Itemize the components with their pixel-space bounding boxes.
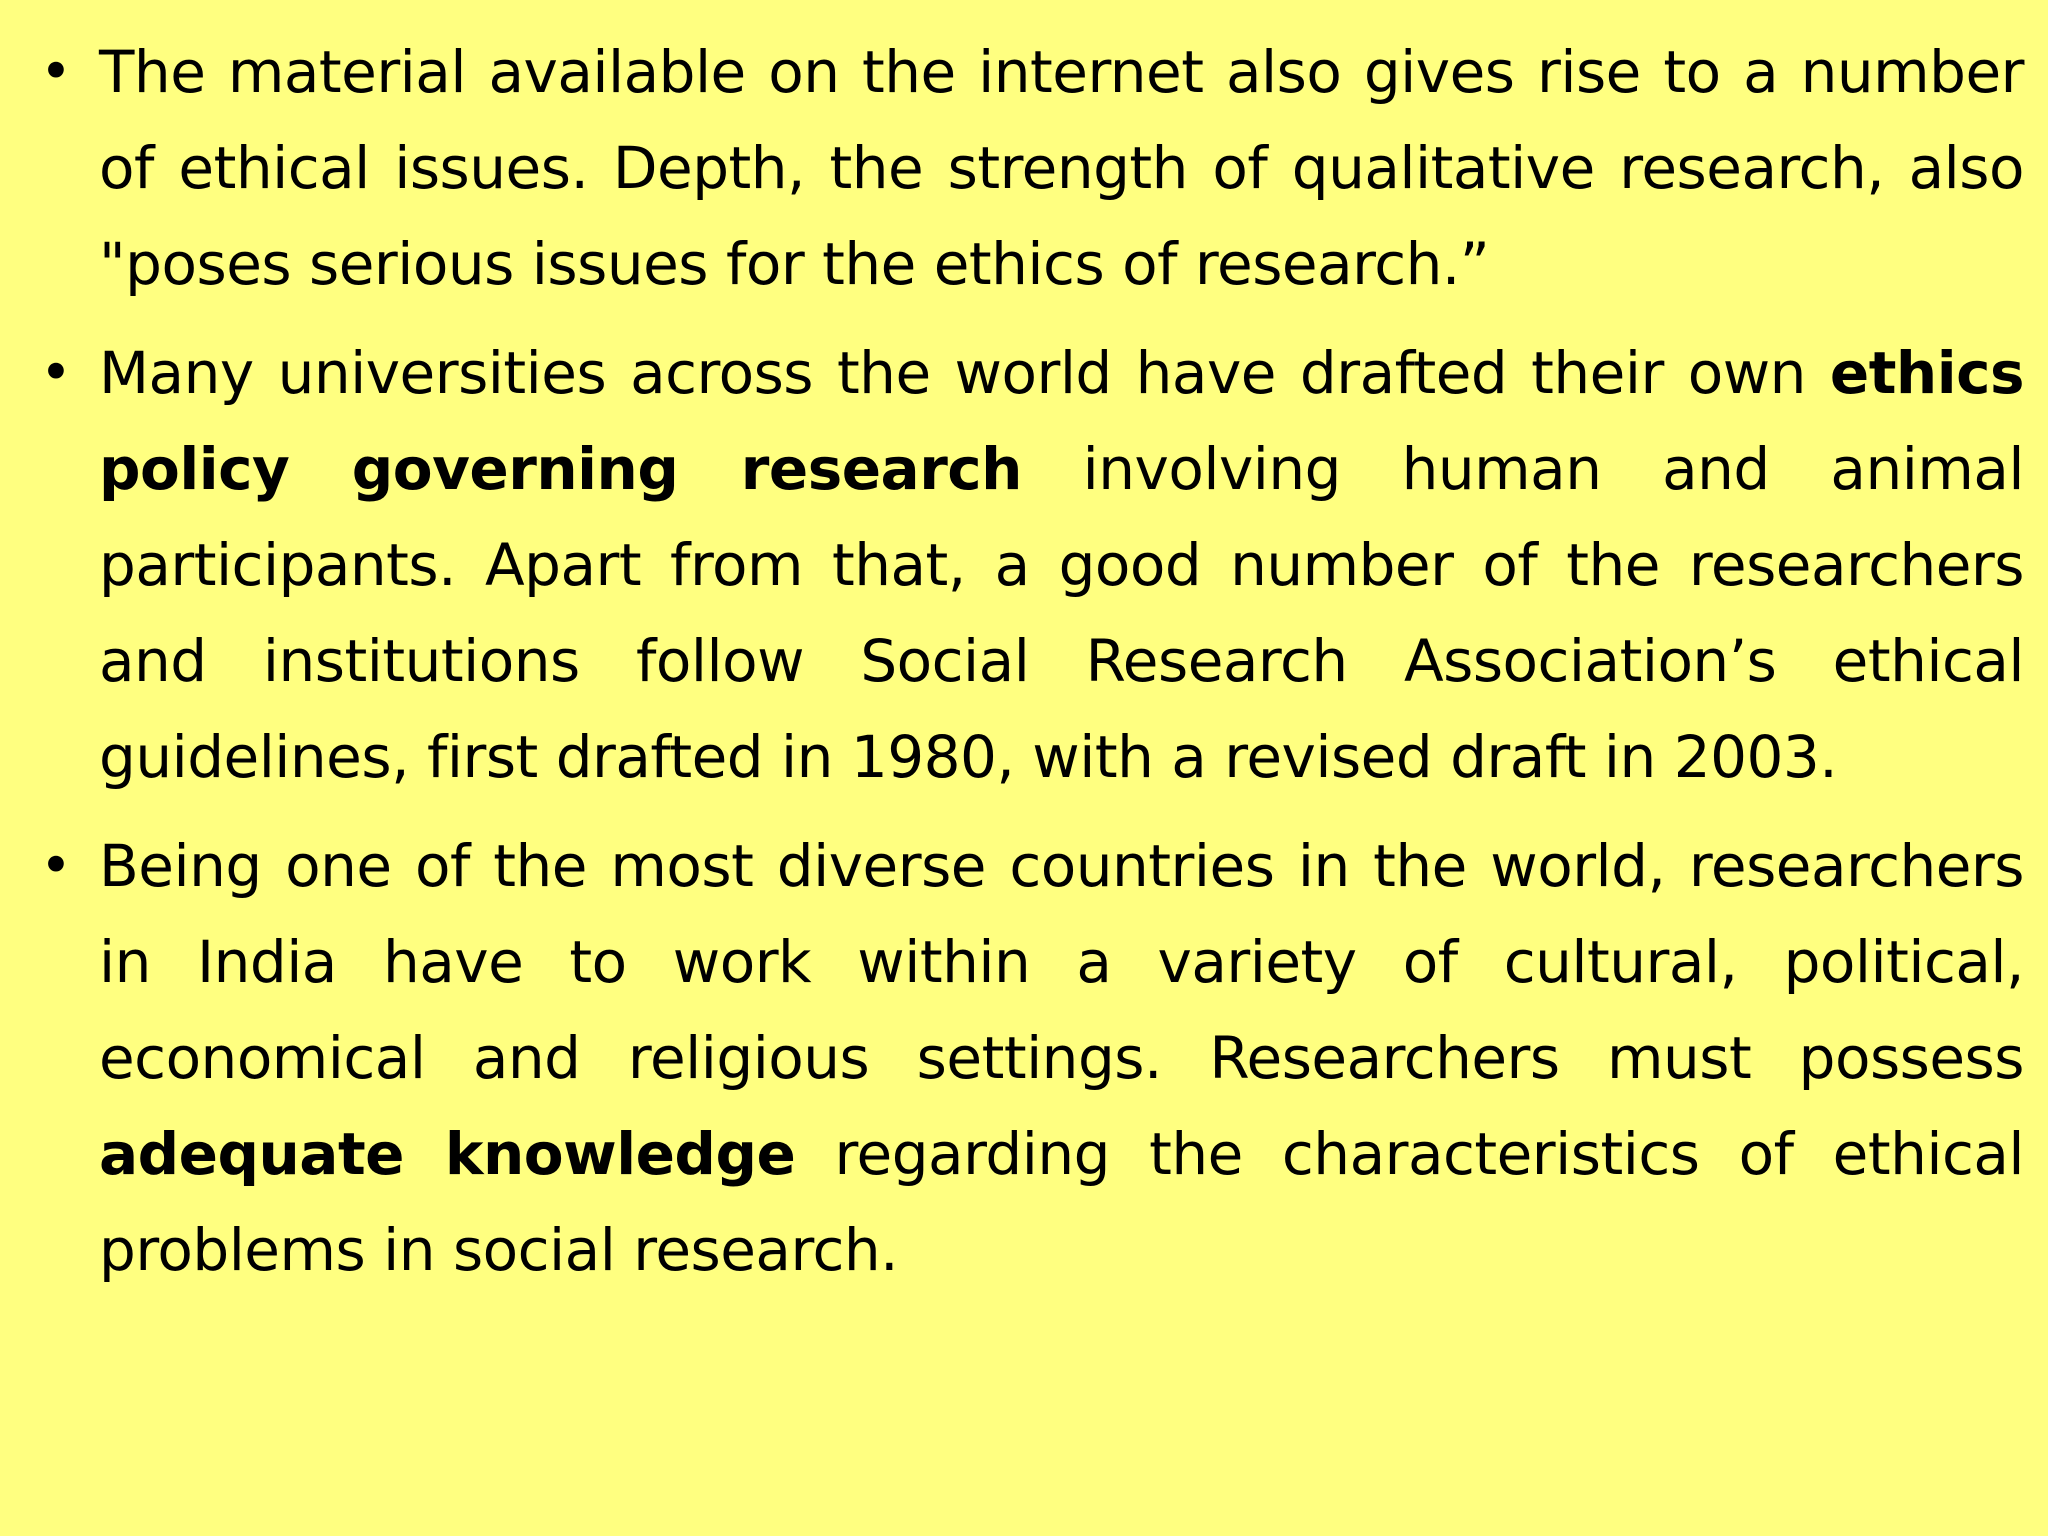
- bullet-text-start: Many universities across the world have drafted their own: [99, 339, 1830, 407]
- bullet-text: The material available on the internet also gives rise to a number of ethical issues. Depth, the strength of qualitative research, also "poses serious issues for the ethics of research.”: [99, 38, 2024, 298]
- bullet-item-internet-ethics: [0, 24, 2024, 312]
- bullet-bold-phrase: adequate knowledge: [99, 1120, 796, 1188]
- bullet-marker: •: [40, 341, 72, 404]
- bullet-text-end: regarding the characteristics of ethical problems in social research.: [99, 1120, 2025, 1284]
- bullet-marker: •: [40, 40, 72, 103]
- bullet-item-university-policies: [0, 325, 2024, 805]
- bullet-marker: •: [40, 834, 72, 897]
- bullet-list: [0, 24, 2024, 1298]
- bullet-bold-phrase: ethics policy governing research: [99, 339, 2024, 503]
- bullet-text-start: Being one of the most diverse countries in the world, researchers in India have to work within a variety of cultural, political, economical and religious settings. Researchers must possess: [99, 832, 2024, 1092]
- bullet-text-end: involving human and animal participants. Apart from that, a good number of the researchers and institutions follow Social Research Association’s ethical guidelines, first drafted in 1980, with a revised draft in 2003.: [99, 435, 2024, 791]
- bullet-item-india-diversity: [0, 818, 2024, 1298]
